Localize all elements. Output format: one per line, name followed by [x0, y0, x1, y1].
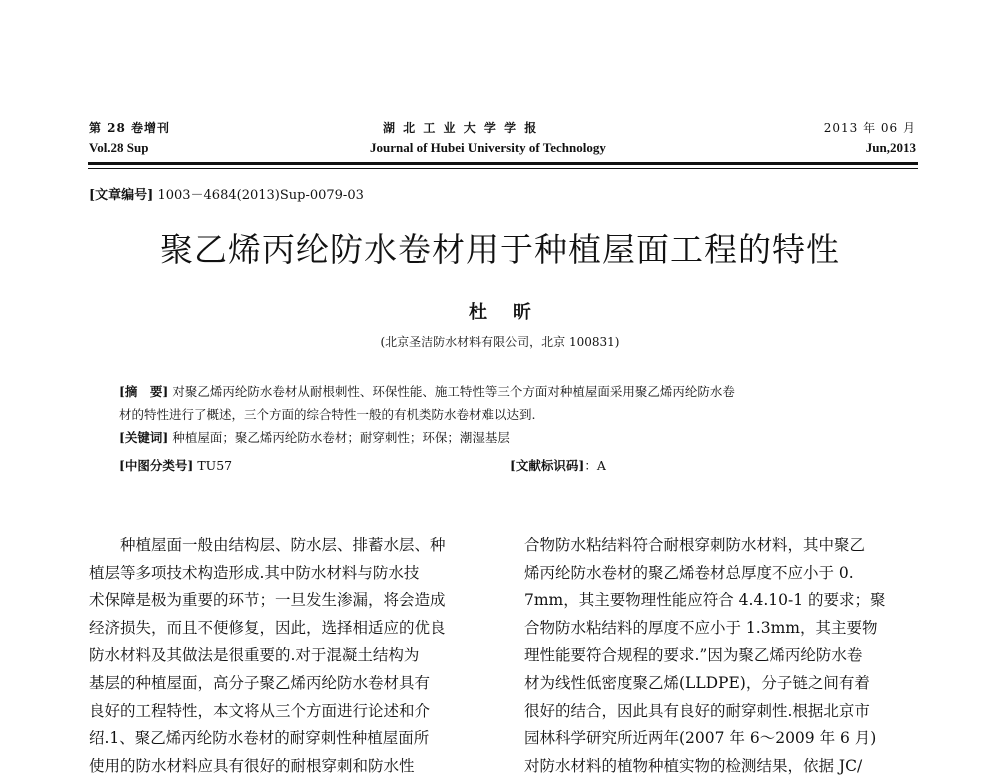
body-right-line: 烯丙纶防水卷材的聚乙烯卷材总厚度不应小于 0. [524, 563, 854, 582]
abstract [119, 380, 899, 449]
body-right-line: 合物防水粘结料符合耐根穿刺防水材料，其中聚乙 [524, 536, 866, 554]
body-left-line: 种植屋面一般由结构层、防水层、排蓄水层、种 [120, 536, 446, 554]
keywords-line [119, 426, 899, 449]
body-right-line: 对防水材料的植物种植实物的检测结果，依据 JC/ [524, 756, 863, 775]
date-en: Jun,2013 [865, 140, 916, 155]
article-number [89, 184, 364, 203]
body-right-line: 材为线性低密度聚乙烯(LLDPE)，分子链之间有着 [524, 673, 870, 692]
body-column-left [89, 532, 497, 780]
body-left-line: 使用的防水材料应具有很好的耐根穿刺和防水性 [89, 756, 415, 775]
body-right-line: 理性能要符合规程的要求.”因为聚乙烯丙纶防水卷 [524, 646, 863, 665]
body-column-right [524, 532, 924, 780]
article-number-value: 1003－4684(2013)Sup-0079-03 [157, 188, 364, 203]
volume-cn: 第 28 卷增刊 [89, 121, 171, 135]
body-right-line: 很好的结合，因此具有良好的耐穿刺性.根据北京市 [524, 701, 870, 720]
body-left-line: 基层的种植屋面，高分子聚乙烯丙纶防水卷材具有 [89, 673, 431, 692]
classification-number [119, 454, 232, 477]
author-affiliation: (北京圣洁防水材料有限公司，北京 100831) [380, 335, 620, 349]
abstract-label: [摘 要] [119, 384, 169, 399]
header-rule-thin [88, 168, 918, 169]
journal-en: Journal of Hubei University of Technology [370, 140, 606, 155]
body-left-line: 防水材料及其做法是很重要的.对于混凝土结构为 [89, 646, 420, 665]
document-code [510, 454, 606, 477]
body-right-line: 合物防水粘结料的厚度不应小于 1.3mm，其主要物 [524, 618, 878, 637]
body-left-line: 植层等多项技术构造形成.其中防水材料与防水技 [89, 563, 420, 582]
keywords-label: [关键词] [119, 430, 169, 445]
abstract-text-2: 材的特性进行了概述，三个方面的综合特性一般的有机类防水卷材难以达到. [119, 407, 536, 422]
body-left-line: 绍.1、聚乙烯丙纶防水卷材的耐穿刺性种植屋面所 [89, 729, 430, 748]
keywords-text: 种植屋面；聚乙烯丙纶防水卷材；耐穿刺性；环保；潮湿基层 [172, 430, 510, 445]
body-right-line: 7mm，其主要物理性能应符合 4.4.10-1 的要求；聚 [524, 591, 886, 610]
classification-label: [中图分类号] [119, 458, 194, 473]
journal-cn: 湖 北 工 业 大 学 学 报 [383, 121, 539, 135]
body-right-line: 园林科学研究所近两年(2007 年 6～2009 年 6 月) [524, 729, 877, 748]
paper-title: 聚乙烯丙纶防水卷材用于种植屋面工程的特性 [160, 230, 840, 269]
abstract-text-1: 对聚乙烯丙纶防水卷材从耐根刺性、环保性能、施工特性等三个方面对种植屋面采用聚乙烯丙纶防水卷 [172, 384, 735, 399]
document-code-label: [文献标识码] [510, 458, 585, 473]
document-code-value: ：A [584, 458, 606, 473]
volume-en: Vol.28 Sup [89, 140, 149, 155]
body-left-line: 经济损失，而且不便修复，因此，选择相适应的优良 [89, 618, 446, 637]
abstract-line-1 [119, 380, 899, 403]
body-left-line: 术保障是极为重要的环节；一旦发生渗漏，将会造成 [89, 591, 446, 610]
classification-value: TU57 [197, 458, 233, 473]
article-number-label: [文章编号] [89, 188, 154, 203]
body-left-line: 良好的工程特性，本文将从三个方面进行论述和介 [89, 701, 431, 720]
author-name: 杜昕 [469, 302, 557, 323]
date-cn: 2013 年 06 月 [823, 121, 916, 135]
header-rule-thick [88, 162, 918, 165]
